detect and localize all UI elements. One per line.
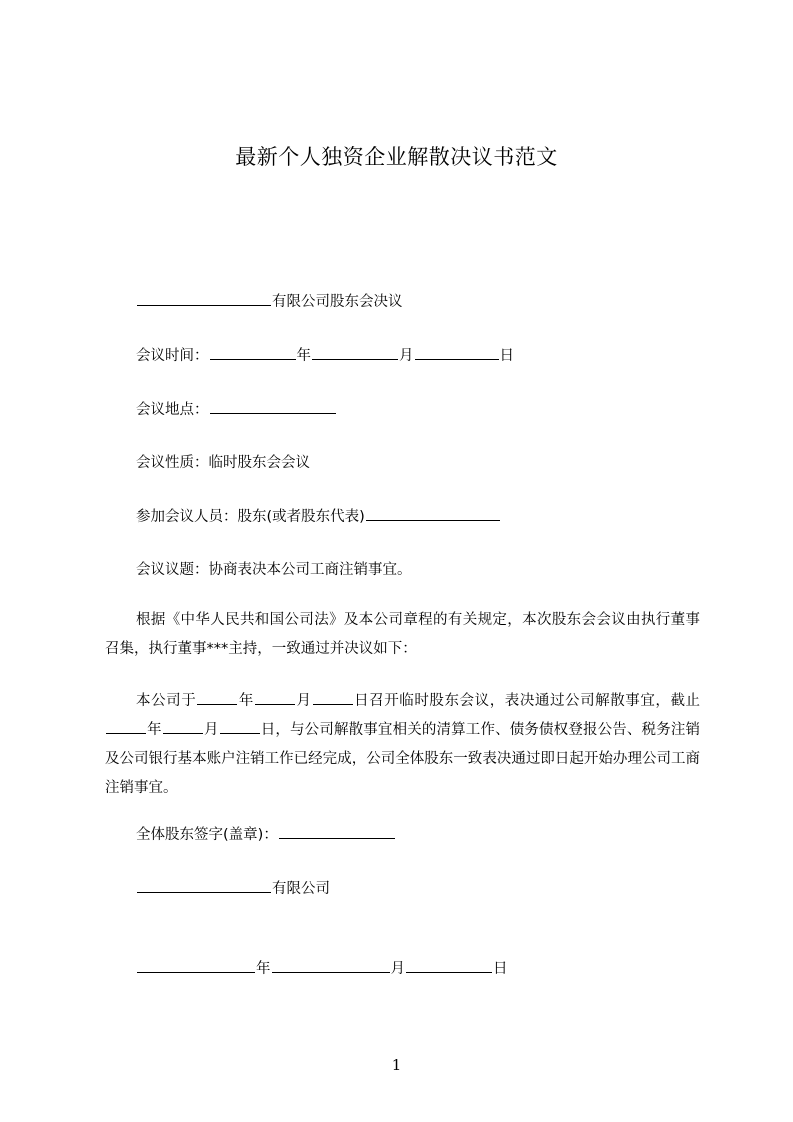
attendees-label: 参加会议人员：股东(或者股东代表): [136, 509, 365, 525]
paragraph-resolution: [105, 687, 700, 803]
convene-year-blank: [197, 690, 237, 705]
signature-label: 全体股东签字(盖章)：: [136, 827, 278, 843]
convene-day-blank: [313, 690, 353, 705]
deadline-day-blank: [220, 719, 260, 734]
resolution-text-3: 日，与公司解散事宜相关的清算工作、债务债权登报公告、税务注销及公司银行基本账户注销工作已经完成，公司全体股东一致表决通过即日起开始办理公司工商注销事宜。: [105, 722, 701, 796]
attendees-line: [136, 506, 501, 527]
page-number: 1: [391, 1056, 402, 1074]
signature-blank: [279, 824, 395, 839]
meeting-year-blank: [210, 345, 296, 360]
meeting-nature-line: 会议性质：临时股东会会议: [136, 455, 310, 471]
resolution-text-1: 本公司于: [136, 693, 197, 709]
resolution-heading-text: 有限公司股东会决议: [272, 294, 403, 310]
date-day-unit: 日: [493, 961, 508, 977]
resolution-heading: [136, 291, 403, 312]
meeting-day-blank: [415, 345, 499, 360]
meeting-month-unit: 月: [399, 348, 414, 364]
paragraph-authority: 根据《中华人民共和国公司法》及本公司章程的有关规定，本次股东会会议由执行董事召集，执行董事***主持，一致通过并决议如下：: [105, 612, 700, 657]
date-year-unit: 年: [256, 961, 271, 977]
deadline-year-unit: 年: [147, 722, 162, 738]
meeting-day-unit: 日: [499, 348, 514, 364]
meeting-year-unit: 年: [296, 348, 311, 364]
meeting-place-line: [136, 399, 337, 420]
meeting-time-line: [136, 345, 514, 366]
meeting-time-label: 会议时间：: [136, 348, 209, 364]
attendees-blank: [366, 506, 500, 521]
meeting-place-label: 会议地点：: [136, 402, 209, 418]
signature-line: [136, 824, 396, 845]
date-month-blank: [272, 958, 390, 973]
convene-year-unit: 年: [238, 693, 254, 709]
deadline-month-unit: 月: [203, 722, 219, 738]
date-year-blank: [137, 958, 255, 973]
convene-month-blank: [255, 690, 295, 705]
company-line: [136, 878, 330, 899]
company-name-blank: [137, 291, 271, 306]
resolution-text-2: 日召开临时股东会议，表决通过公司解散事宜，截止: [353, 693, 701, 709]
date-day-blank: [406, 958, 492, 973]
date-line: [136, 958, 508, 979]
deadline-year-blank: [106, 719, 146, 734]
convene-month-unit: 月: [295, 693, 312, 709]
meeting-topic-line: 会议议题：协商表决本公司工商注销事宜。: [136, 562, 412, 578]
document-title: 最新个人独资企业解散决议书范文: [235, 145, 558, 169]
meeting-place-blank: [210, 399, 336, 414]
date-month-unit: 月: [390, 961, 405, 977]
meeting-month-blank: [312, 345, 398, 360]
company-name-blank-2: [137, 878, 271, 893]
company-suffix: 有限公司: [272, 881, 330, 897]
deadline-month-blank: [163, 719, 203, 734]
